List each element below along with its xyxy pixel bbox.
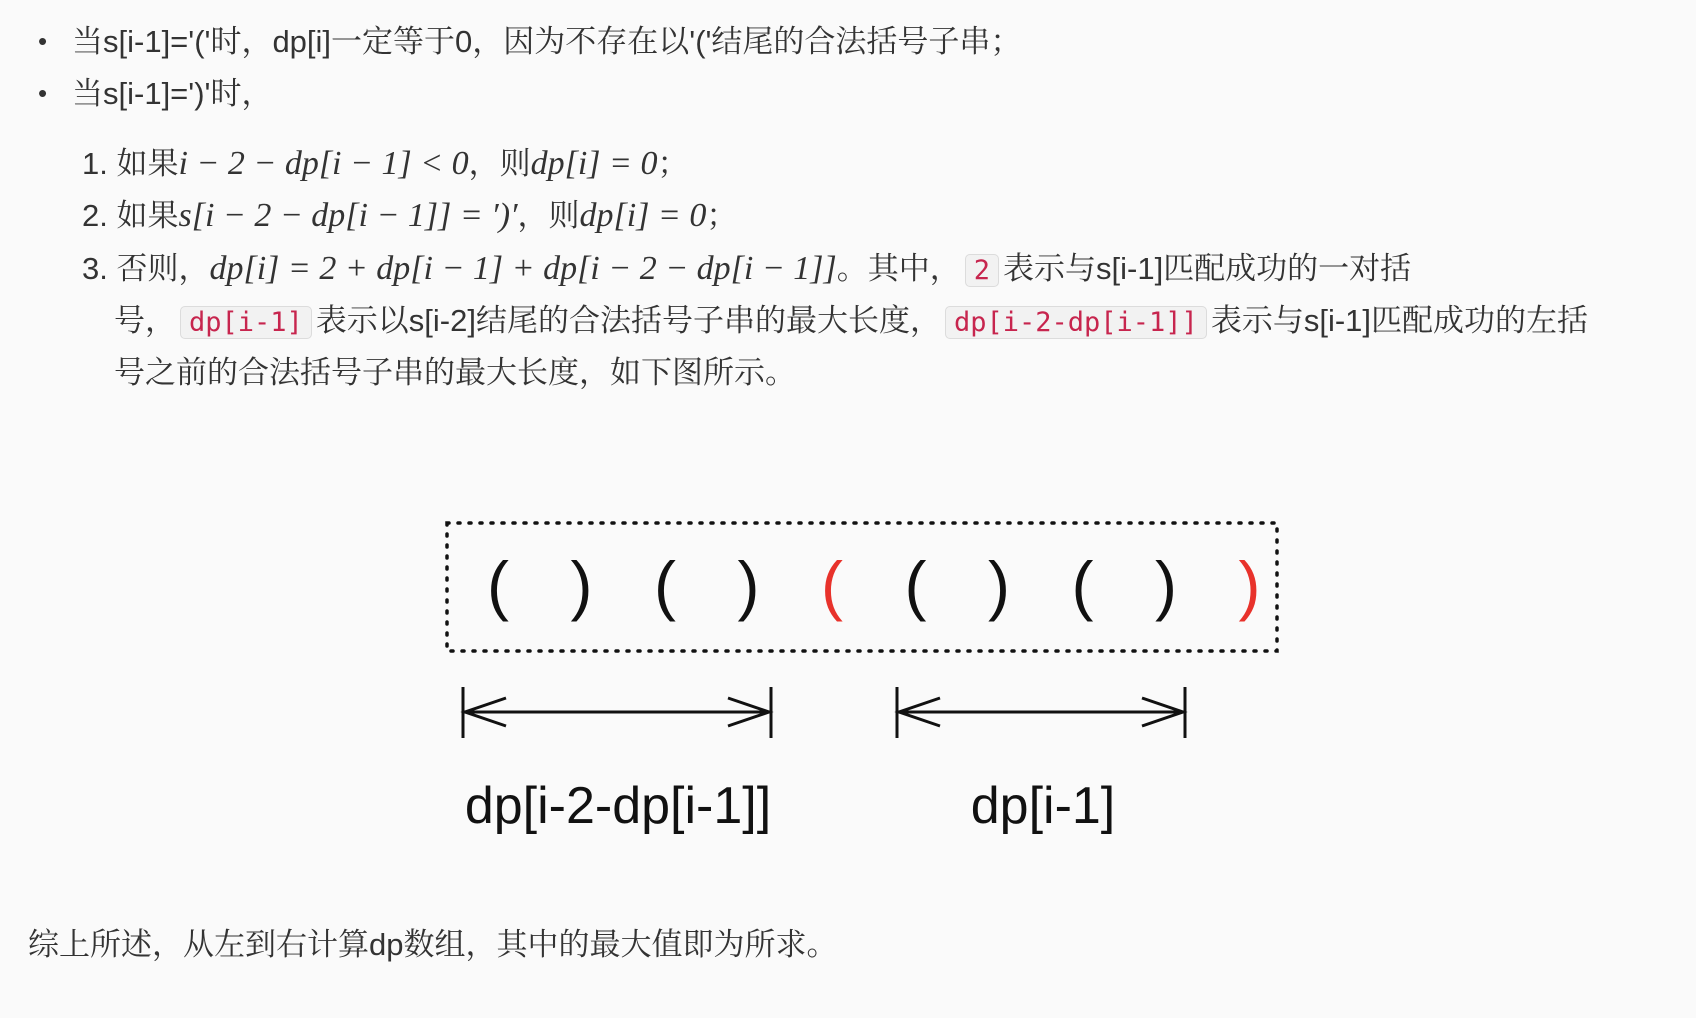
list-mid: ，则 [468, 146, 531, 181]
bullet-text-2: 当s[i-1]=')'时， [72, 76, 273, 111]
math-formula: dp[i] = 2 + dp[i − 1] + dp[i − 2 − dp[i − 1]] [209, 250, 837, 287]
paren-char-3: ) [737, 548, 760, 622]
bullet-dot-1: • [38, 26, 48, 56]
list-text: 表示以s[i-2]结尾的合法括号子串的最大长度， [315, 303, 941, 338]
list-text: 号之前的合法括号子串的最大长度，如下图所示。 [114, 355, 796, 390]
list-mid: ，则 [517, 198, 580, 233]
math-result: dp[i] = 0 [530, 145, 658, 182]
list-item-2 [82, 196, 737, 236]
list-end: ； [657, 146, 689, 181]
label-dp-left: dp[i-2-dp[i-1]] [464, 777, 772, 835]
list-prefix: 如果 [116, 198, 179, 233]
left-arrow-head-end [728, 698, 769, 726]
list-text: 表示与s[i-1]匹配成功的左括 [1210, 303, 1589, 338]
paren-char-2: ( [654, 548, 676, 622]
bullet-text-1: 当s[i-1]='('时，dp[i]一定等于0，因为不存在以'('结尾的合法括号子串； [72, 24, 1022, 59]
label-dp-right: dp[i-1] [970, 777, 1116, 835]
list-number: 1. [82, 146, 108, 181]
right-arrow-head-end [1142, 698, 1183, 726]
left-arrow-head-start [465, 698, 506, 726]
list-number: 2. [82, 198, 108, 233]
paren-char-6: ) [988, 548, 1010, 622]
paren-char-0: ( [487, 548, 509, 622]
list-item-3-line-3 [114, 353, 796, 393]
list-item-3-line-1 [82, 249, 1411, 291]
paren-char-5: ( [904, 548, 927, 622]
list-item-1 [82, 144, 688, 184]
summary-text: 综上所述，从左到右计算dp数组，其中的最大值即为所求。 [28, 927, 838, 962]
math-condition: i − 2 − dp[i − 1] < 0 [178, 145, 469, 182]
list-text: 表示与s[i-1]匹配成功的一对括 [1003, 251, 1412, 286]
math-condition: s[i − 2 − dp[i − 1]] = ′)′ [178, 197, 518, 234]
list-prefix: 否则， [116, 251, 210, 286]
paren-group [487, 548, 1260, 622]
inline-code-dp-i-1: dp[i-1] [180, 306, 312, 339]
dotted-box [447, 523, 1277, 651]
paren-char-9: ) [1238, 548, 1261, 622]
list-item-3-line-2 [114, 301, 1588, 343]
bullet-dot-2: • [38, 78, 48, 108]
inline-code-2: 2 [965, 254, 999, 287]
list-text: 。其中， [836, 251, 961, 286]
right-arrow-head-start [899, 698, 940, 726]
paren-char-1: ) [570, 548, 593, 622]
paren-char-7: ( [1071, 548, 1094, 622]
math-result: dp[i] = 0 [579, 197, 707, 234]
list-prefix: 如果 [116, 146, 179, 181]
paren-char-4: ( [821, 548, 843, 622]
paren-char-8: ) [1155, 548, 1177, 622]
inline-code-dp-i-2: dp[i-2-dp[i-1]] [945, 306, 1207, 339]
list-text: 号， [114, 303, 176, 338]
list-end: ； [706, 198, 738, 233]
list-number: 3. [82, 251, 108, 286]
